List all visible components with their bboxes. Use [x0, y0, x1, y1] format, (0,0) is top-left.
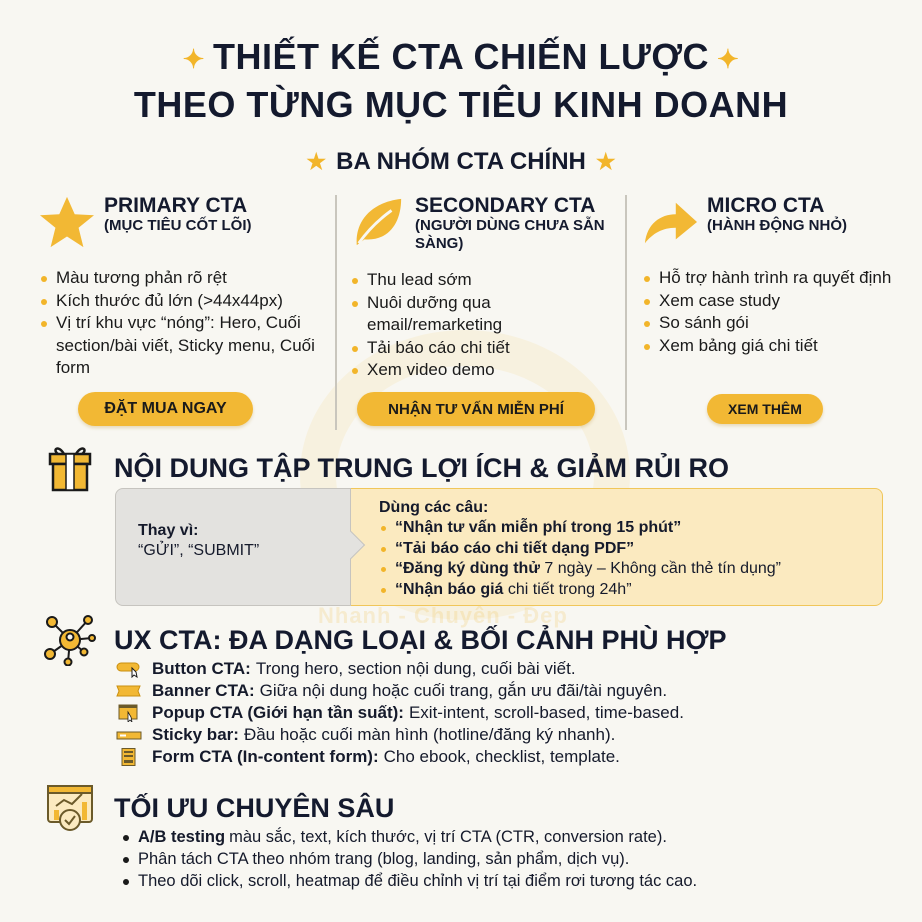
- use-panel: [351, 488, 883, 606]
- group-list: [641, 267, 898, 357]
- sparkle-icon: ✦: [717, 44, 740, 75]
- item-text: màu sắc, text, kích thước, vị trí CTA (CTR, conversion rate).: [229, 828, 667, 846]
- title-line-2: THEO TỪNG MỤC TIÊU KINH DOANH: [133, 84, 789, 126]
- star-icon: [38, 195, 96, 249]
- ux-label: Form CTA (In-content form):: [152, 747, 379, 766]
- see-more-button[interactable]: XEM THÊM: [707, 394, 823, 424]
- button-click-icon: [116, 660, 142, 678]
- phrase-item: [379, 539, 882, 560]
- list-item: Màu tương phản rõ rệt: [38, 267, 335, 290]
- title-line-1: [0, 34, 922, 82]
- ux-item-form: [116, 746, 684, 768]
- list-item: Xem case study: [641, 290, 898, 313]
- ux-item-popup: [116, 702, 684, 724]
- optimize-title: TỐI ƯU CHUYÊN SÂU: [114, 792, 395, 823]
- ux-title: UX CTA: ĐA DẠNG LOẠI & BỐI CẢNH PHÙ HỢP: [114, 624, 727, 655]
- ux-item-sticky: [116, 724, 684, 746]
- ux-label: Popup CTA (Giới hạn tần suất):: [152, 703, 404, 722]
- benefits-header: [44, 442, 729, 494]
- ux-text: Trong hero, section nội dung, cuối bài viết.: [255, 659, 576, 678]
- star-icon: ★: [306, 149, 327, 174]
- watermark-text: Nhanh - Chuyên - Đẹp: [318, 603, 568, 628]
- star-icon: ★: [595, 149, 616, 174]
- item-text: Phân tách CTA theo nhóm trang (blog, landing, sản phẩm, dịch vụ).: [138, 850, 630, 868]
- group-header: [38, 195, 335, 265]
- page-title: [0, 34, 922, 128]
- item-bold: A/B testing: [138, 828, 226, 846]
- list-item: [120, 826, 697, 848]
- subtitle-text: BA NHÓM CTA CHÍNH: [336, 148, 586, 175]
- list-item: Tải báo cáo chi tiết: [349, 337, 625, 360]
- instead-value: “GỬI”, “SUBMIT”: [138, 542, 260, 559]
- section-subtitle: [0, 148, 922, 176]
- list-item: [120, 848, 697, 870]
- list-item: Xem video demo: [349, 359, 625, 382]
- group-list: [349, 269, 625, 382]
- group-micro: [625, 195, 898, 430]
- list-item: So sánh gói: [641, 312, 898, 335]
- curved-arrow-icon: [641, 195, 699, 249]
- ux-label: Sticky bar:: [152, 725, 239, 744]
- ux-text: Giữa nội dung hoặc cuối trang, gắn ưu đãi/tài nguyên.: [259, 681, 668, 700]
- ux-item-button: [116, 658, 684, 680]
- analytics-check-icon: [44, 782, 96, 834]
- popup-icon: [116, 704, 142, 722]
- ux-label: Button CTA:: [152, 659, 251, 678]
- instead-panel: [115, 488, 351, 606]
- group-subtitle: (MỤC TIÊU CỐT LÕI): [104, 217, 252, 234]
- instead-label: Thay vì:: [138, 522, 199, 539]
- ux-text: Exit-intent, scroll-based, time-based.: [408, 703, 684, 722]
- phrase-item: [379, 559, 882, 580]
- cta-groups: [38, 195, 898, 430]
- phrase-item: [379, 580, 882, 601]
- list-item: Vị trí khu vực “nóng”: Hero, Cuối section/bài viết, Sticky menu, Cuối form: [38, 312, 335, 380]
- list-item: Thu lead sớm: [349, 269, 625, 292]
- sticky-bar-icon: [116, 726, 142, 744]
- phrase-bold: “Tải báo cáo chi tiết dạng PDF”: [395, 539, 635, 557]
- group-subtitle: (NGƯỜI DÙNG CHƯA SẴN SÀNG): [415, 217, 605, 252]
- gift-icon: [44, 442, 96, 494]
- network-user-icon: [44, 614, 96, 666]
- list-item: Nuôi dưỡng qua email/remarketing: [349, 292, 625, 337]
- ux-item-banner: [116, 680, 684, 702]
- phrase-bold: “Nhận tư vấn miễn phí trong 15 phút”: [395, 519, 682, 536]
- free-consult-button[interactable]: NHẬN TƯ VẤN MIỄN PHÍ: [357, 392, 595, 426]
- sparkle-icon: ✦: [182, 44, 205, 75]
- phrase-rest: chi tiết trong 24h”: [503, 580, 632, 598]
- group-title: PRIMARY CTA: [104, 194, 248, 217]
- leaf-icon: [349, 195, 407, 249]
- group-header: [349, 195, 625, 267]
- group-header: [641, 195, 898, 265]
- ux-text: Đầu hoặc cuối màn hình (hotline/đăng ký nhanh).: [243, 725, 616, 744]
- phrase-bold: “Đăng ký dùng thử: [395, 560, 540, 577]
- group-list: [38, 267, 335, 380]
- title-text-1: THIẾT KẾ CTA CHIẾN LƯỢC: [212, 36, 710, 77]
- item-text: Theo dõi click, scroll, heatmap để điều chỉnh vị trí tại điểm rơi tương tác cao.: [138, 872, 698, 890]
- group-primary: [38, 195, 335, 430]
- order-now-button[interactable]: ĐẶT MUA NGAY: [78, 392, 253, 426]
- ux-label: Banner CTA:: [152, 681, 255, 700]
- phrase-item: [379, 518, 882, 539]
- group-title: MICRO CTA: [707, 194, 825, 217]
- form-icon: [116, 748, 142, 766]
- ux-list: [116, 658, 684, 768]
- group-subtitle: (HÀNH ĐỘNG NHỎ): [707, 217, 847, 234]
- banner-icon: [116, 682, 142, 700]
- group-title: SECONDARY CTA: [415, 194, 596, 217]
- list-item: Hỗ trợ hành trình ra quyết định: [641, 267, 898, 290]
- phrase-list: [379, 518, 882, 600]
- list-item: Kích thước đủ lớn (>44x44px): [38, 290, 335, 313]
- benefits-title: NỘI DUNG TẬP TRUNG LỢI ÍCH & GIẢM RỦI RO: [114, 452, 730, 483]
- comparison-box: [115, 488, 883, 606]
- group-secondary: [335, 195, 625, 430]
- list-item: Xem bảng giá chi tiết: [641, 335, 898, 358]
- use-label: Dùng các câu:: [379, 499, 489, 516]
- phrase-bold: “Nhận báo giá: [395, 580, 504, 598]
- ux-text: Cho ebook, checklist, template.: [383, 747, 620, 766]
- phrase-rest: 7 ngày – Không cần thẻ tín dụng”: [539, 560, 781, 577]
- list-item: [120, 870, 697, 892]
- optimize-list: [120, 826, 697, 892]
